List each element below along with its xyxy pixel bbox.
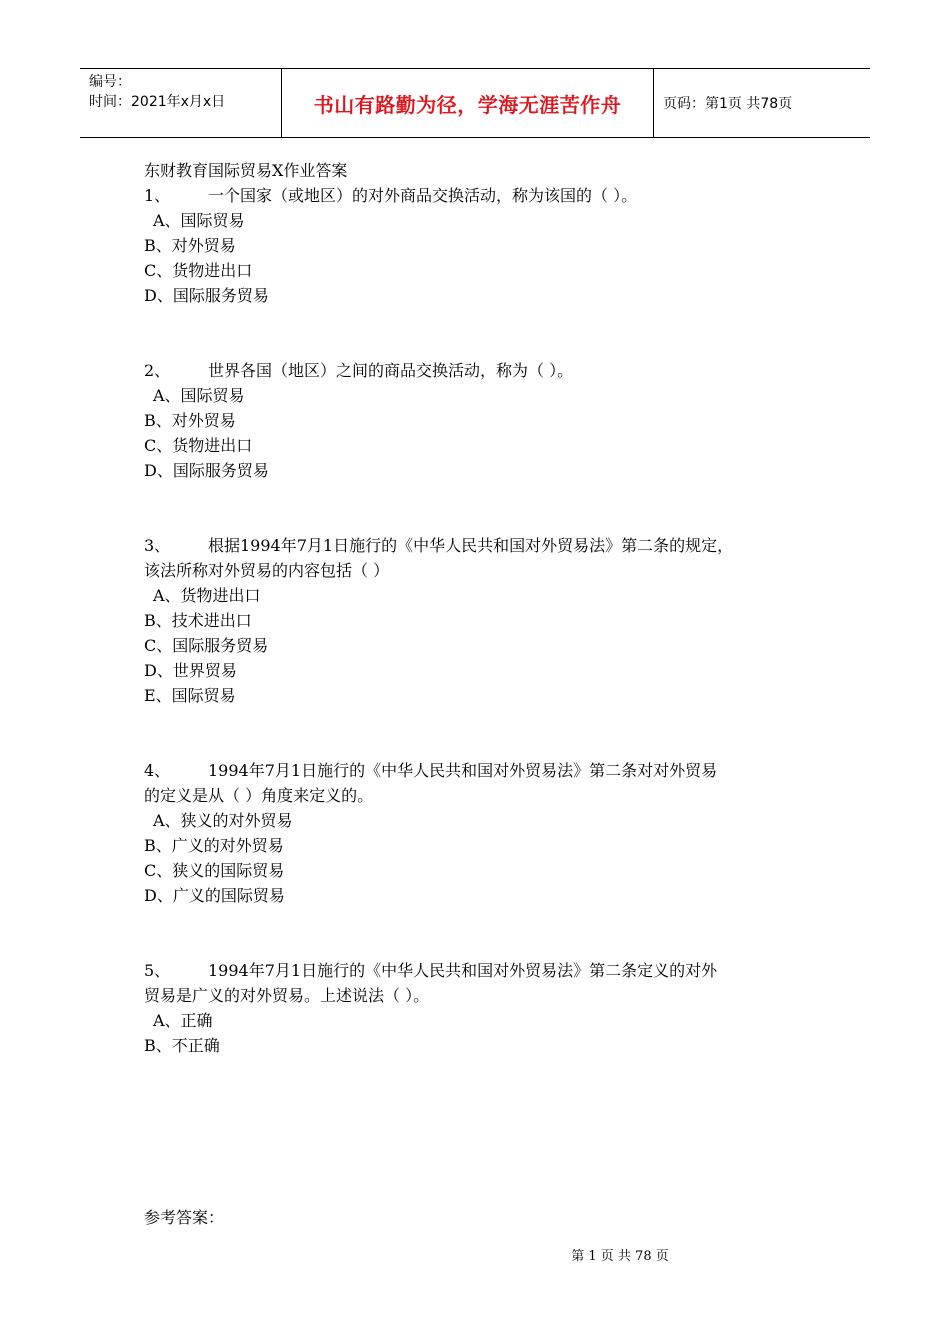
question-text-line: 根据1994年7月1日施行的《中华人民共和国对外贸易法》第二条的规定， bbox=[208, 536, 734, 555]
question-text-line: 1994年7月1日施行的《中华人民共和国对外贸易法》第二条对对外贸易 bbox=[208, 761, 718, 780]
question-number: 4、 bbox=[144, 761, 171, 780]
header-meta-cell bbox=[80, 69, 282, 137]
question-stem bbox=[144, 358, 824, 383]
question-number: 2、 bbox=[144, 361, 171, 380]
option-b: B、对外贸易 bbox=[144, 411, 236, 430]
option-c: C、国际服务贸易 bbox=[144, 636, 269, 655]
page-footer bbox=[0, 1245, 950, 1264]
motto-text: 书山有路勤为径，学海无涯苦作舟 bbox=[313, 92, 622, 117]
question-3 bbox=[144, 533, 824, 708]
question-2 bbox=[144, 358, 824, 483]
option-b: B、对外贸易 bbox=[144, 236, 236, 255]
page-info-text: 页码：第1页 共78页 bbox=[663, 96, 793, 112]
option-c: C、狭义的国际贸易 bbox=[144, 861, 285, 880]
question-text-line: 世界各国（地区）之间的商品交换活动，称为（ ）。 bbox=[208, 361, 574, 380]
option-c: C、货物进出口 bbox=[144, 436, 253, 455]
document-body bbox=[144, 158, 824, 1058]
date-label: 时间：2021年x月x日 bbox=[89, 94, 226, 110]
footer-page-text: 第 1 页 共 78 页 bbox=[571, 1249, 669, 1264]
question-text-line: 一个国家（或地区）的对外商品交换活动，称为该国的（ ）。 bbox=[208, 186, 638, 205]
option-d: D、国际服务贸易 bbox=[144, 461, 269, 480]
option-b: B、不正确 bbox=[144, 1036, 220, 1055]
question-text-continuation: 的定义是从（ ）角度来定义的。 bbox=[144, 786, 374, 805]
option-b: B、技术进出口 bbox=[144, 611, 252, 630]
question-number: 1、 bbox=[144, 186, 171, 205]
option-a: A、国际贸易 bbox=[153, 386, 245, 405]
question-stem bbox=[144, 183, 824, 208]
question-stem bbox=[144, 958, 824, 983]
option-d: D、广义的国际贸易 bbox=[144, 886, 285, 905]
question-stem bbox=[144, 533, 824, 558]
option-d: D、国际服务贸易 bbox=[144, 286, 269, 305]
option-a: A、狭义的对外贸易 bbox=[153, 811, 293, 830]
question-4 bbox=[144, 758, 824, 908]
reference-answer-label: 参考答案： bbox=[144, 1208, 225, 1227]
option-c: C、货物进出口 bbox=[144, 261, 253, 280]
motto-cell bbox=[282, 69, 654, 137]
question-stem bbox=[144, 758, 824, 783]
question-1 bbox=[144, 183, 824, 308]
header-table bbox=[80, 68, 870, 138]
question-number: 3、 bbox=[144, 536, 171, 555]
option-d: D、世界贸易 bbox=[144, 661, 237, 680]
question-5 bbox=[144, 958, 824, 1058]
option-a: A、国际贸易 bbox=[153, 211, 245, 230]
question-text-continuation: 贸易是广义的对外贸易。上述说法（ ）。 bbox=[144, 986, 430, 1005]
option-a: A、正确 bbox=[153, 1011, 213, 1030]
number-label: 编号： bbox=[89, 74, 131, 90]
document-title: 东财教育国际贸易X作业答案 bbox=[144, 161, 348, 180]
question-text-line: 1994年7月1日施行的《中华人民共和国对外贸易法》第二条定义的对外 bbox=[208, 961, 718, 980]
option-e: E、国际贸易 bbox=[144, 686, 236, 705]
option-a: A、货物进出口 bbox=[153, 586, 261, 605]
page-info-cell bbox=[654, 69, 870, 137]
question-text-continuation: 该法所称对外贸易的内容包括（ ） bbox=[144, 561, 390, 580]
question-number: 5、 bbox=[144, 961, 171, 980]
option-b: B、广义的对外贸易 bbox=[144, 836, 284, 855]
